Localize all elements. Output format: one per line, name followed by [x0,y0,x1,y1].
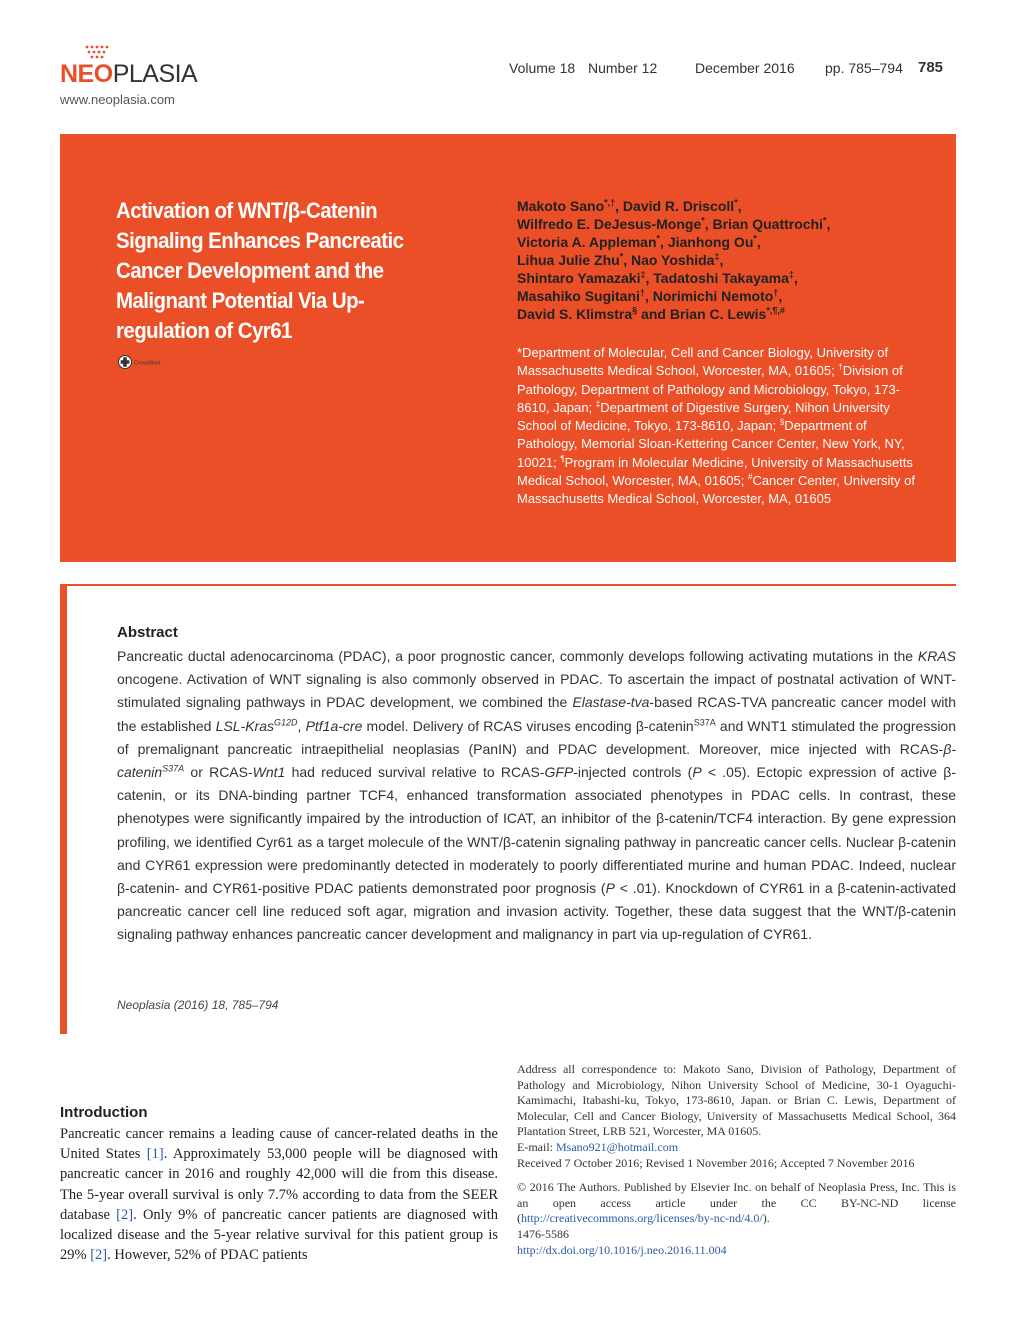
abstract-text [117,645,956,947]
issue-number: Number 12 [588,60,658,76]
affiliations [517,344,917,509]
text-run: KRAS [917,648,956,664]
text-run: and WNT1 stimulated the progression of premalignant pancreatic intraepithelial neoplasias (PanIN) and PDAC development. Moreover, mice injected with RCAS- [117,717,957,757]
text-run: Pancreatic cancer remains a leading cause of cancer-related deaths in the United States [60,1126,498,1163]
affiliation-mark: § [779,417,785,427]
author-name: Makoto Sano [517,198,605,214]
superscript: S37A [693,716,716,727]
text-run: GFP [544,764,574,781]
superscript: G12D [273,716,298,727]
author-separator: , [645,270,654,286]
text-run: < .01). Knockdown of CYR61 in a β-catenin-activated pancreatic cancer cell line reduced soft agar, migration and invasion activity. Together, these data suggest that the WNT/β-catenin signaling pathway enhances pancreatic cancer development and malignancy in part via up-regulation of CYR61. [117,880,957,943]
email-link[interactable]: Msano921@hotmail.com [556,1139,679,1154]
author-name: Jianhong Ou [667,234,754,250]
journal-logo[interactable] [60,44,220,107]
text-run: . However, 52% of PDAC patients [107,1247,308,1264]
author-affil-mark: § [632,305,638,316]
email-label: E-mail: [517,1139,556,1154]
correspondence-address: Address all correspondence to: Makoto Sano, Division of Pathology, Department of Pathology and Microbiology, Nihon University School of Medicine, 30-1 Oyaguchi-Kamimachi, Itabashi-ku, Tokyo, 173-8610, Japan. or Brian C. Lewis, Department of Molecular, Cell and Cancer Biology, University of Massachusetts Medical School, 364 Plantation Street, LRB 521, Worcester, MA 01605. [517,1062,956,1139]
text-run: , [297,717,306,734]
page-number: 785 [918,59,944,76]
author-name: Shintaro Yamazaki [517,270,641,286]
abstract-heading: Abstract [117,624,178,641]
author-separator: , [719,252,724,268]
superscript: S37A [162,763,185,774]
author-separator: , [826,216,831,232]
author-name: Norimichi Nemoto [652,288,774,304]
author-affil-mark: * [753,233,757,244]
reference-link[interactable]: [2] [90,1247,108,1264]
author-name: Wilfredo E. DeJesus-Monge [517,216,702,232]
issue-date: December 2016 [695,60,795,76]
author-affil-mark: * [619,251,624,262]
author-affil-mark: * [734,197,738,208]
affiliation-text: Department of Pathology, Memorial Sloan-Kettering Cancer Center, New York, NY, 10021; [517,418,905,470]
author-separator: , [793,270,798,286]
author-affil-mark: † [639,287,645,298]
author-affil-mark: * [656,233,661,244]
affiliation-text: Department of Digestive Surgery, Nihon University School of Medicine, Tokyo, 173-8610, Japan; [517,399,890,434]
text-run: < .05). Ectopic expression of active β-catenin, or its DNA-binding partner TCF4, enhanced transformation associated phenotypes in PDAC cells. In contrast, these phenotypes were significantly impaired by the introduction of ICAT, an inhibitor of the β-catenin/TCF4 interaction. By gene expression profiling, we identified Cyr61 as a target molecule of the WNT/β-catenin signaling pathway in pancreatic cancer cells. Nuclear β-catenin and CYR61 expression were predominantly detected in moderately to poorly differentiated murine and human PDAC. Indeed, nuclear β-catenin- and CYR61-positive PDAC patients demonstrated poor prognosis ( [117,764,956,897]
text-run: P [605,880,615,897]
correspondence-block [517,1062,956,1258]
author-affil-mark: * [823,215,827,226]
author-affil-mark: *,† [604,197,616,208]
author-separator: , [737,198,742,214]
author-separator: , [623,252,631,268]
affiliation-text: Program in Molecular Medicine, University of Massachusetts Medical School, Worcester, MA, 01605; [517,454,913,489]
author-name: Masahiko Sugitani [517,288,640,304]
author-separator: and [637,306,670,322]
affiliation-mark: † [838,362,843,372]
text-run: . Only 9% of pancreatic cancer patients are diagnosed with localized disease and the 5-year relative survival for this patient group is 29% [60,1206,498,1264]
affiliation-mark: ‡ [595,399,601,409]
author-separator: , [660,234,668,250]
email-line [517,1140,956,1156]
author-name: Nao Yoshida [630,252,715,268]
author-separator: , [615,198,623,214]
author-name: Brian Quattrochi [712,216,824,232]
author-name: David R. Driscoll [622,198,735,214]
reference-link[interactable]: [1] [146,1146,164,1163]
author-name: Brian C. Lewis [669,306,767,322]
author-affil-mark: * [701,215,705,226]
text-run: LSL-Kras [215,717,274,734]
license-link[interactable]: http://creativecommons.org/licenses/by-nc-nd/4.0/ [521,1211,763,1226]
text-run: Ptf1a-cre [305,717,363,734]
author-name: David S. Klimstra [517,306,633,322]
author-name: Tadatoshi Takayama [653,270,789,286]
author-name: Victoria A. Appleman [517,234,657,250]
text-run: Elastase-tva [572,694,650,711]
text-run: . Approximately 53,000 people will be diagnosed with pancreatic cancer in 2016 and roughly 42,000 will die from this disease. The 5-year overall survival is only 7.7% according to data from the SEER database [60,1146,498,1223]
text-run: β-catenin [117,740,956,781]
text-run: P [692,764,702,781]
introduction-heading: Introduction [60,1104,148,1121]
affiliation-text: Cancer Center, University of Massachusetts Medical School, Worcester, MA, 01605 [517,473,916,507]
affiliation-mark: ¶ [560,454,565,464]
text-run: had reduced survival relative to RCAS- [285,764,545,781]
author-name: Lihua Julie Zhu [517,252,620,268]
section-rule [60,584,956,586]
introduction-text [60,1124,498,1265]
issn: 1476-5586 [517,1226,569,1241]
text-run: or RCAS- [184,764,253,781]
reference-link[interactable]: [2] [116,1206,134,1223]
text-run: -based RCAS-TVA pancreatic cancer model with the established [117,694,956,734]
author-affil-mark: *,¶,# [766,305,785,316]
author-separator: , [704,216,713,232]
abstract-accent-bar [60,586,67,1034]
logo-wordmark: NEOPLASIA [60,60,198,88]
affiliation-text: *Department of Molecular, Cell and Cancer Biology, University of Massachusetts Medical School, Worcester, MA, 01605; [517,345,889,379]
author-separator: , [644,288,653,304]
crossmark-label: CrossMark [134,360,161,367]
text-run: oncogene. Activation of WNT signaling is also commonly observed in PDAC. To ascertain the impact of postnatal activation of WNT-stimulated signaling pathways in PDAC development, we combined the [117,671,956,711]
text-run: Pancreatic ductal adenocarcinoma (PDAC), a poor prognostic cancer, commonly develops following activating mutations in the [117,648,918,664]
crossmark-icon [118,354,178,370]
author-separator: , [756,234,761,250]
journal-url[interactable]: www.neoplasia.com [60,92,175,107]
crossmark-badge[interactable] [118,354,178,370]
page-range: pp. 785–794 [825,60,903,76]
author-affil-mark: † [773,287,779,298]
text-run: model. Delivery of RCAS viruses encoding β-catenin [362,717,694,734]
text-run: Wnt1 [252,764,286,781]
doi-link[interactable]: http://dx.doi.org/10.1016/j.neo.2016.11.004 [517,1242,727,1257]
author-list [517,197,937,323]
affiliation-mark: # [747,472,753,482]
affiliation-text: Division of Pathology, Department of Pathology and Microbiology, Tokyo, 173-8610, Japan; [517,363,903,415]
author-affil-mark: ‡ [788,269,794,280]
author-affil-mark: ‡ [640,269,646,280]
article-title: Activation of WNT/β-Catenin Signaling Enhances Pancreatic Cancer Development and the Malignant Potential Via Up-regulation of Cyr61 [116,198,404,343]
journal-citation: Neoplasia (2016) 18, 785–794 [117,998,279,1012]
received-dates: Received 7 October 2016; Revised 1 November 2016; Accepted 7 November 2016 [517,1155,915,1170]
author-affil-mark: ‡ [714,251,720,262]
copyright-notice: © 2016 The Authors. Published by Elsevier Inc. on behalf of Neoplasia Press, Inc. This is an open access article under the CC BY-NC-ND license (http://creativecommons.org/licenses/by-nc-nd/4.0/). [517,1180,956,1226]
text-run: -injected controls ( [573,764,693,781]
author-separator: , [778,288,783,304]
volume: Volume 18 [509,60,576,76]
